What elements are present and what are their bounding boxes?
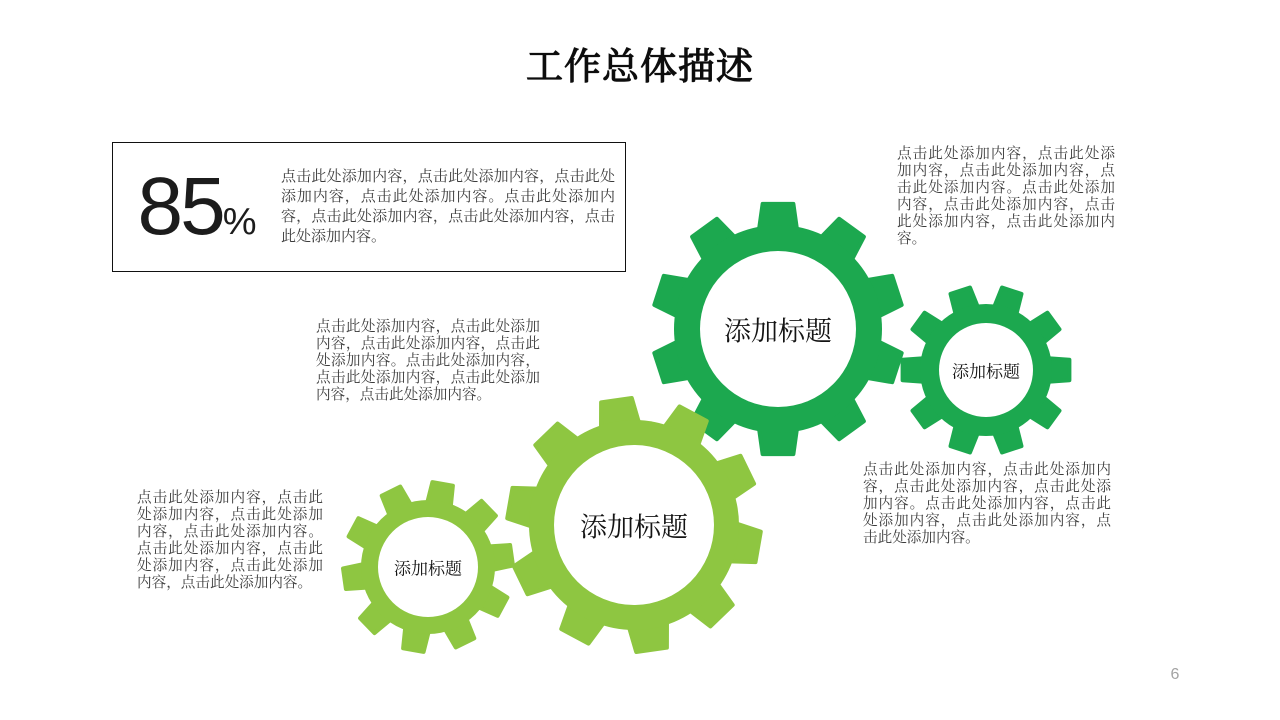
gear-title-label: 添加标题: [580, 512, 688, 543]
stat-value: [113, 161, 281, 252]
stat-description-text[interactable]: 点击此处添加内容，点击此处添加内容，点击此处添加内容，点击此处添加内容。点击此处添加内容，点击此处添加内容，点击此处添加内容，点击此处添加内容。: [280, 168, 615, 245]
gear-shape-small-light[interactable]: [341, 480, 515, 654]
gear-title-label: 添加标题: [952, 362, 1020, 382]
text-block-mid-left[interactable]: 点击此处添加内容，点击此处添加内容，点击此处添加内容，点击此处添加内容。点击此处添加内容，点击此处添加内容，点击此处添加内容，点击此处添加内容。: [316, 319, 540, 404]
text-block-top-right[interactable]: 点击此处添加内容，点击此处添加内容，点击此处添加内容，点击此处添加内容。点击此处添加内容，点击此处添加内容，点击此处添加内容，点击此处添加内容。: [897, 146, 1115, 248]
gear-shape-large-light[interactable]: [505, 396, 763, 654]
gear-title-label: 添加标题: [724, 316, 832, 347]
gear-title-label: 添加标题: [394, 559, 462, 579]
text-block-bottom-right[interactable]: 点击此处添加内容，点击此处添加内容，点击此处添加内容，点击此处添加内容。点击此处添加内容，点击此处添加内容，点击此处添加内容，点击此处添加内容。: [863, 462, 1111, 547]
slide-title[interactable]: 工作总体描述: [526, 46, 754, 87]
page-number: 6: [1170, 666, 1180, 683]
gear-shape-small-dark[interactable]: [900, 284, 1072, 456]
stat-number: 85: [137, 161, 223, 252]
stat-unit: %: [222, 201, 257, 243]
text-block-bottom-left[interactable]: 点击此处添加内容，点击此处添加内容，点击此处添加内容，点击此处添加内容。点击此处添加内容，点击此处添加内容，点击此处添加内容，点击此处添加内容。: [137, 490, 323, 592]
stat-box[interactable]: [112, 142, 626, 272]
